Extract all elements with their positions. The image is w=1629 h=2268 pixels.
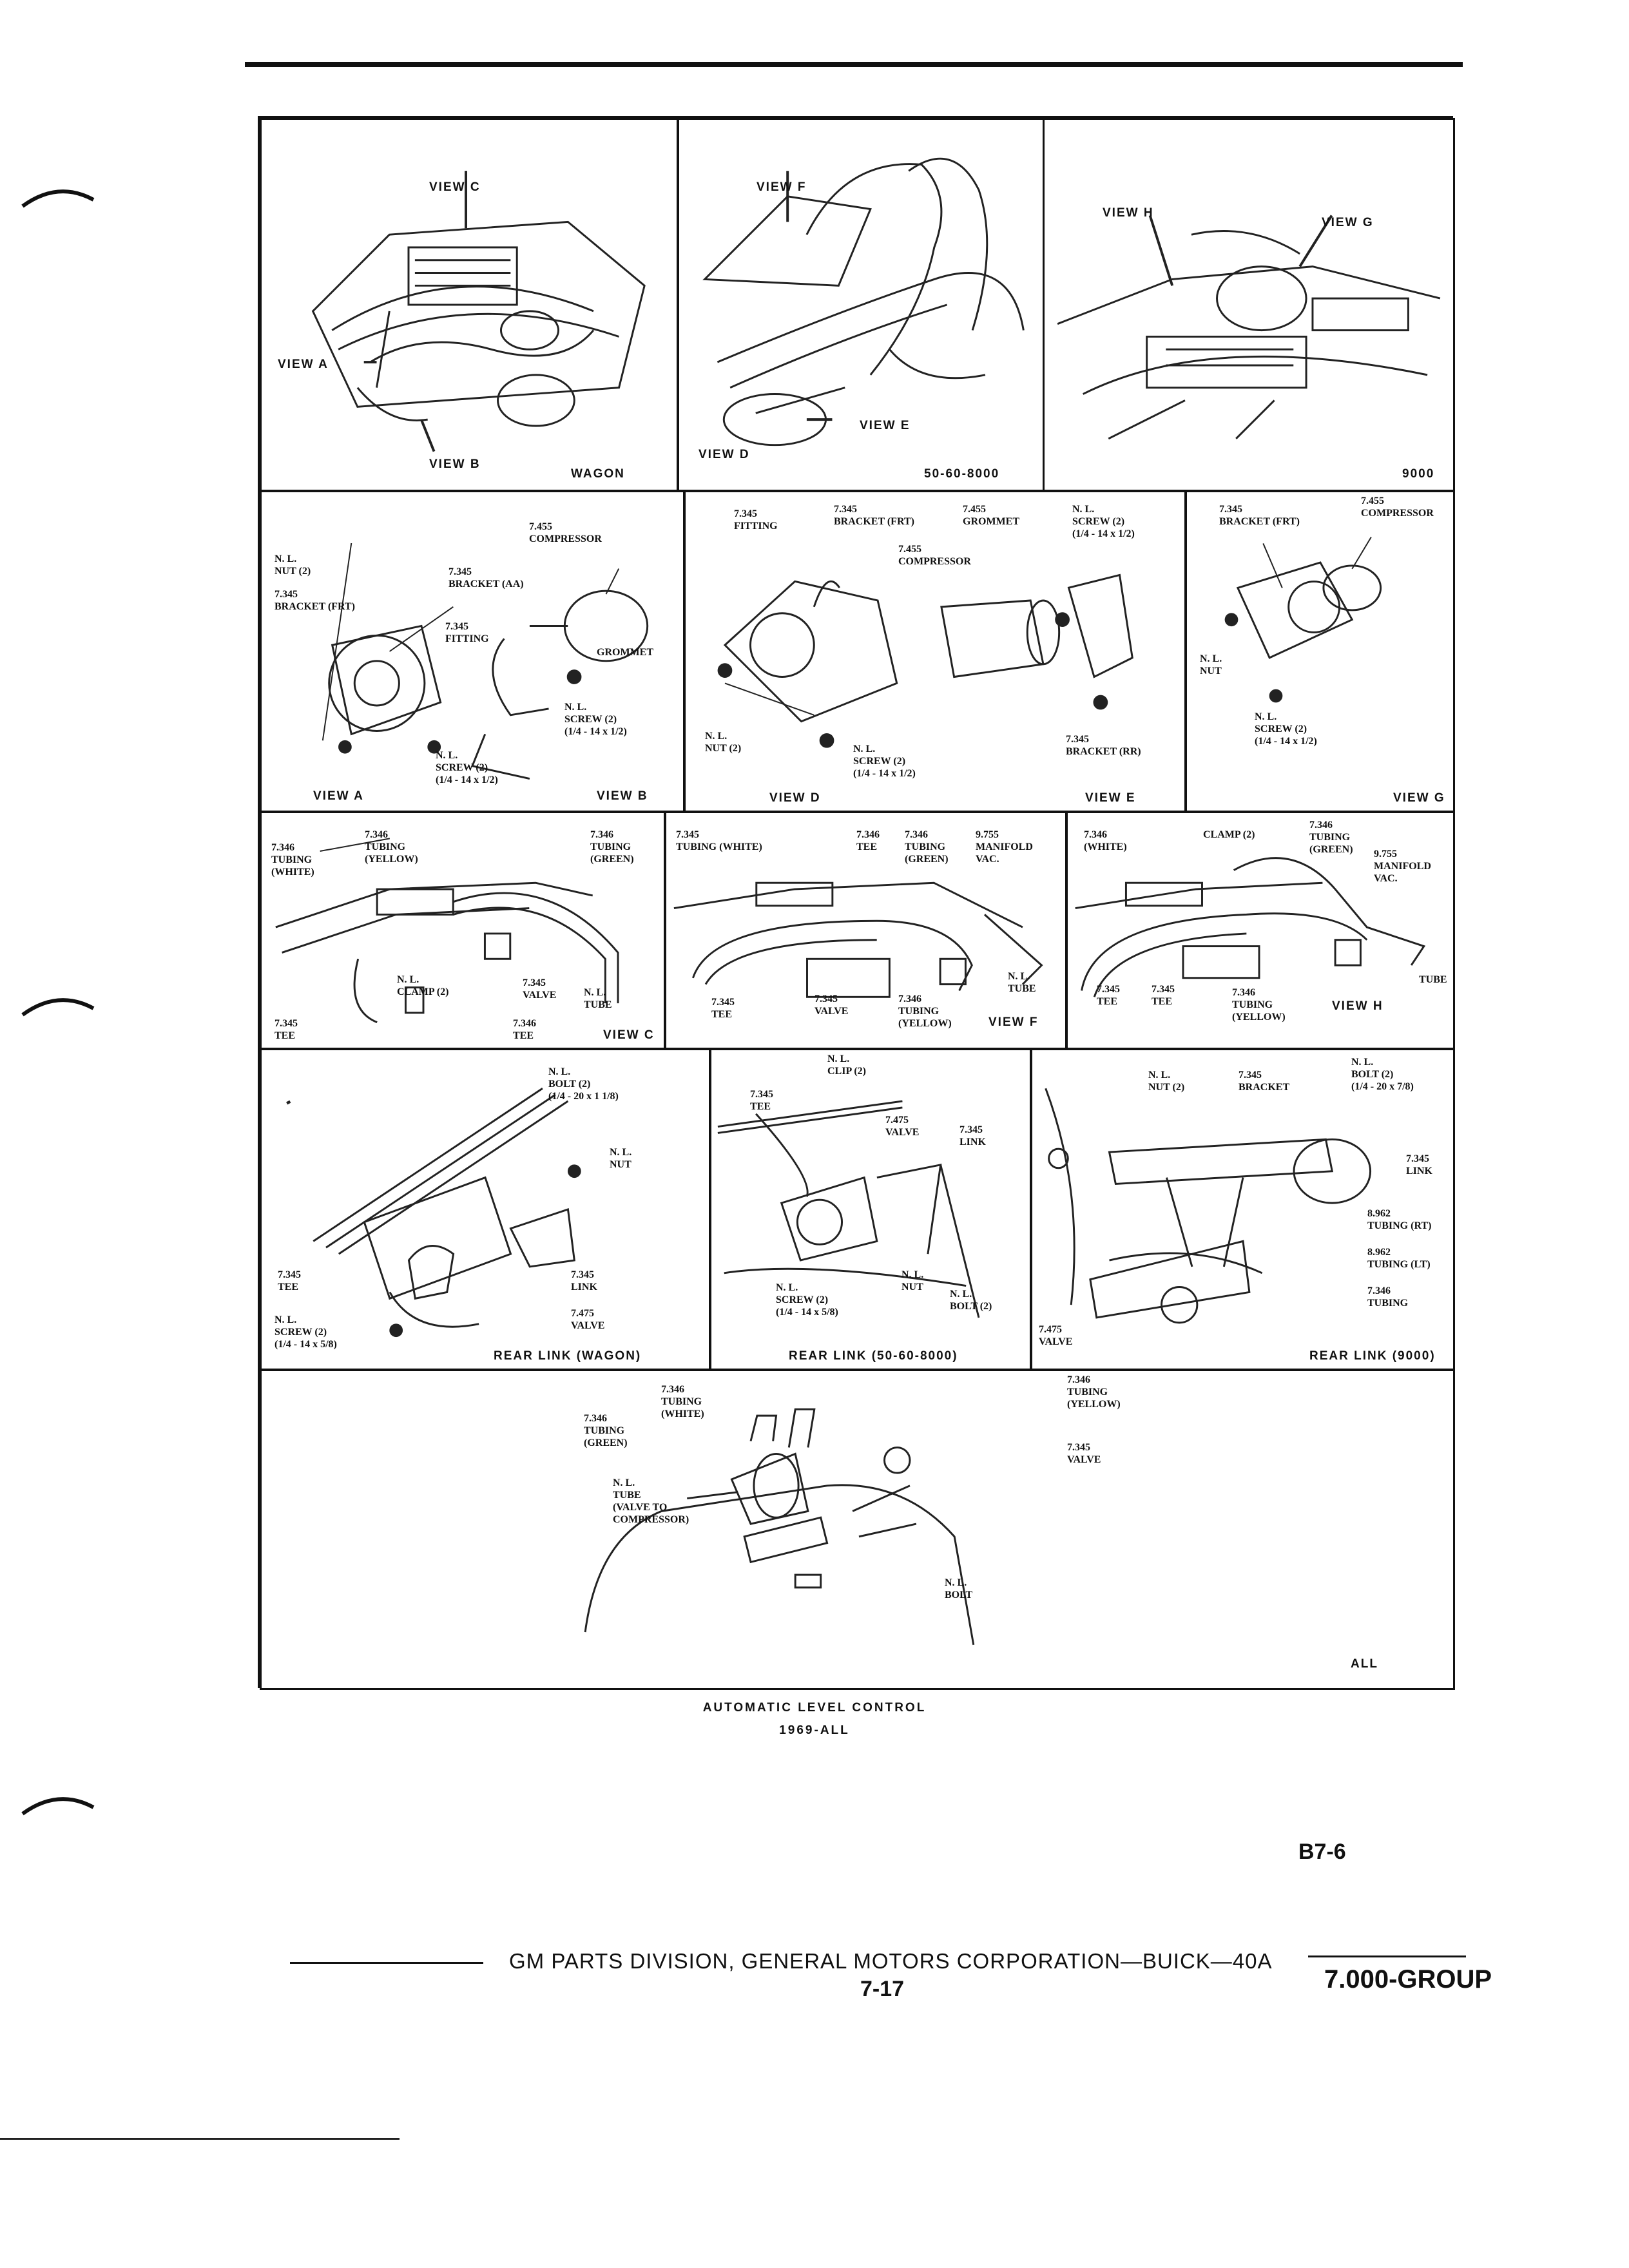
view-d-label: VIEW D	[769, 791, 821, 805]
callout-tubing-green: 7.346 TUBING (GREEN)	[1309, 820, 1353, 855]
callout-bracket-frt: 7.345 BRACKET (FRT)	[834, 504, 914, 527]
panel-wagon-overview	[260, 118, 679, 492]
callout-grommet: 7.455 GROMMET	[963, 504, 1019, 527]
callout-screw-b: N. L. SCREW (2) (1/4 - 14 x 1/2)	[564, 702, 627, 737]
callout-tubing-white: 7.346 TUBING (WHITE)	[661, 1384, 704, 1419]
model-label: 50-60-8000	[924, 467, 1000, 481]
callout-tee: 7.345 TEE	[750, 1089, 773, 1112]
top-rule	[245, 62, 1463, 67]
callout-clamp: CLAMP (2)	[1203, 829, 1255, 840]
callout-screw: N. L. SCREW (2) (1/4 - 14 x 5/8)	[776, 1282, 838, 1318]
view-f-label: VIEW F	[757, 180, 807, 194]
callout-bracket-aa: 7.345 BRACKET (AA)	[448, 566, 524, 590]
footer-text: GM PARTS DIVISION, GENERAL MOTORS CORPORATION—BUICK—40A	[509, 1949, 1273, 1973]
figure-subtitle: 1969-ALL	[779, 1724, 850, 1737]
bottom-rule	[0, 2138, 400, 2140]
callout-clamp: N. L. CLAMP (2)	[397, 974, 449, 997]
callout-tee: 7.345 TEE	[278, 1269, 301, 1293]
callout-grommet: GROMMET	[597, 647, 653, 658]
callout-valve: 7.475 VALVE	[571, 1308, 605, 1331]
callout-clip: N. L. CLIP (2)	[827, 1053, 866, 1077]
callout-valve: 7.345 VALVE	[523, 977, 557, 1001]
callout-tee-right: 7.345 TEE	[1152, 984, 1175, 1007]
view-h-label: VIEW H	[1103, 206, 1154, 220]
callout-tee-left: 7.345 TEE	[711, 997, 735, 1020]
panel-rear-link-8000	[709, 1048, 1032, 1370]
frame-illustration	[1045, 120, 1453, 490]
panel-rear-link-wagon	[260, 1048, 711, 1370]
panel-all	[260, 1369, 1455, 1690]
callout-bracket-rr: 7.345 BRACKET (RR)	[1066, 734, 1141, 757]
callout-compressor: 7.455 COMPRESSOR	[1361, 495, 1434, 519]
footer-rule-right	[1308, 1956, 1466, 1957]
margin-mark	[19, 180, 97, 219]
chassis-illustration	[679, 120, 1043, 490]
callout-nut: N. L. NUT (2)	[705, 731, 742, 754]
panel-view-c	[260, 811, 666, 1050]
callout-valve: 7.345 VALVE	[1067, 1442, 1101, 1465]
panel-8000-overview	[677, 118, 1045, 492]
callout-tube: N. L. TUBE (VALVE TO COMPRESSOR)	[613, 1477, 689, 1525]
callout-white: 7.346 (WHITE)	[1084, 829, 1127, 852]
callout-valve: 7.475 VALVE	[1039, 1324, 1073, 1347]
callout-bracket-frt: 7.345 BRACKET (FRT)	[1219, 504, 1300, 527]
engine-bay-illustration	[262, 120, 677, 490]
rear-link-wagon-title: REAR LINK (WAGON)	[494, 1349, 642, 1363]
callout-screw-top: N. L. SCREW (2) (1/4 - 14 x 1/2)	[1072, 504, 1135, 539]
callout-nut: N. L. NUT (2)	[275, 553, 311, 577]
callout-fitting: 7.345 FITTING	[445, 621, 489, 644]
rear-link-9000-title: REAR LINK (9000)	[1309, 1349, 1436, 1363]
callout-screw: N. L. SCREW (2) (1/4 - 14 x 5/8)	[275, 1314, 337, 1350]
callout-tubing: 7.346 TUBING	[1367, 1285, 1409, 1309]
callout-tubing-rt: 8.962 TUBING (RT)	[1367, 1208, 1432, 1231]
callout-tubing-white: 7.346 TUBING (WHITE)	[271, 842, 314, 878]
callout-tee-left: 7.345 TEE	[275, 1018, 298, 1041]
panel-view-f	[664, 811, 1067, 1050]
diagram-frame	[258, 116, 1453, 1688]
callout-bracket-frt: 7.345 BRACKET (FRT)	[275, 589, 355, 612]
view-a-label: VIEW A	[313, 789, 364, 803]
callout-bolt: N. L. BOLT	[945, 1577, 972, 1600]
callout-tube: N. L. TUBE	[584, 987, 612, 1010]
callout-nut: N. L. NUT	[901, 1269, 924, 1293]
callout-valve: 7.345 VALVE	[815, 994, 849, 1017]
callout-screw-a: N. L. SCREW (2) (1/4 - 14 x 1/2)	[436, 750, 498, 785]
callout-bracket: 7.345 BRACKET	[1239, 1070, 1290, 1093]
callout-screw-bottom: N. L. SCREW (2) (1/4 - 14 x 1/2)	[853, 744, 916, 779]
callout-tee-left: 7.345 TEE	[1097, 984, 1120, 1007]
footer-page-number: 7-17	[860, 1977, 905, 2001]
callout-manifold-vac: 9.755 MANIFOLD VAC.	[976, 829, 1033, 865]
view-e-label: VIEW E	[1085, 791, 1136, 805]
callout-tubing-lt: 8.962 TUBING (LT)	[1367, 1247, 1431, 1270]
footer-group: 7.000-GROUP	[1324, 1965, 1492, 1994]
panel-9000-overview	[1043, 118, 1455, 492]
view-d-label: VIEW D	[699, 448, 750, 461]
callout-tube: N. L. TUBE	[1008, 971, 1036, 994]
callout-tee-right: 7.346 TEE	[513, 1018, 536, 1041]
valve-assembly-illustration	[262, 1371, 1453, 1688]
callout-link: 7.345 LINK	[571, 1269, 597, 1293]
callout-link: 7.345 LINK	[1406, 1153, 1432, 1177]
callout-tee: 7.346 TEE	[856, 829, 880, 852]
callout-screw: N. L. SCREW (2) (1/4 - 14 x 1/2)	[1255, 711, 1317, 747]
callout-tubing-green: 7.346 TUBING (GREEN)	[905, 829, 949, 865]
view-a-label: VIEW A	[278, 358, 329, 371]
margin-mark	[19, 989, 97, 1028]
model-label: 9000	[1402, 467, 1435, 481]
callout-bolt: N. L. BOLT (2) (1/4 - 20 x 1 1/8)	[548, 1066, 619, 1102]
callout-valve: 7.475 VALVE	[885, 1115, 920, 1138]
callout-manifold-vac: 9.755 MANIFOLD VAC.	[1374, 849, 1431, 884]
callout-tube: TUBE	[1419, 974, 1447, 985]
callout-link: 7.345 LINK	[959, 1124, 986, 1148]
callout-tubing-white: 7.345 TUBING (WHITE)	[676, 829, 762, 852]
callout-nut: N. L. NUT (2)	[1148, 1070, 1185, 1093]
view-g-label: VIEW G	[1322, 216, 1374, 229]
panel-view-de	[684, 490, 1186, 812]
view-h-label: VIEW H	[1332, 999, 1383, 1013]
view-c-label: VIEW C	[603, 1028, 655, 1042]
panel-view-h	[1066, 811, 1455, 1050]
callout-tubing-green: 7.346 TUBING (GREEN)	[590, 829, 634, 865]
callout-tubing-yellow: 7.346 TUBING (YELLOW)	[898, 994, 952, 1029]
callout-bolt: N. L. BOLT (2) (1/4 - 20 x 7/8)	[1351, 1057, 1414, 1092]
view-b-label: VIEW B	[597, 789, 648, 803]
panel-rear-link-9000	[1030, 1048, 1455, 1370]
callout-tubing-yellow: 7.346 TUBING (YELLOW)	[365, 829, 418, 865]
view-e-label: VIEW E	[860, 419, 911, 432]
view-g-label: VIEW G	[1393, 791, 1445, 805]
callout-compressor: 7.455 COMPRESSOR	[529, 521, 602, 544]
rear-link-8000-title: REAR LINK (50-60-8000)	[789, 1349, 958, 1363]
footer-rule-left	[290, 1962, 483, 1964]
compressor-bracket-illustration	[1187, 492, 1453, 811]
panel-view-g	[1185, 490, 1455, 812]
callout-nut: N. L. NUT	[1200, 653, 1222, 677]
callout-tubing-green: 7.346 TUBING (GREEN)	[584, 1413, 628, 1448]
callout-fitting: 7.345 FITTING	[734, 508, 778, 532]
margin-mark	[19, 1788, 97, 1827]
figure-title: AUTOMATIC LEVEL CONTROL	[702, 1701, 927, 1715]
panel-view-ab	[260, 490, 685, 812]
view-c-label: VIEW C	[429, 180, 481, 194]
page-code: B7-6	[1298, 1840, 1346, 1864]
callout-compressor: 7.455 COMPRESSOR	[898, 544, 971, 567]
all-label: ALL	[1351, 1657, 1378, 1671]
view-f-label: VIEW F	[988, 1015, 1039, 1029]
model-label: WAGON	[571, 467, 625, 481]
callout-tubing-yellow: 7.346 TUBING (YELLOW)	[1232, 987, 1286, 1023]
view-b-label: VIEW B	[429, 457, 481, 471]
callout-tubing-yellow: 7.346 TUBING (YELLOW)	[1067, 1374, 1121, 1410]
callout-nut: N. L. NUT	[610, 1147, 632, 1170]
callout-bolt: N. L. BOLT (2)	[950, 1289, 992, 1312]
